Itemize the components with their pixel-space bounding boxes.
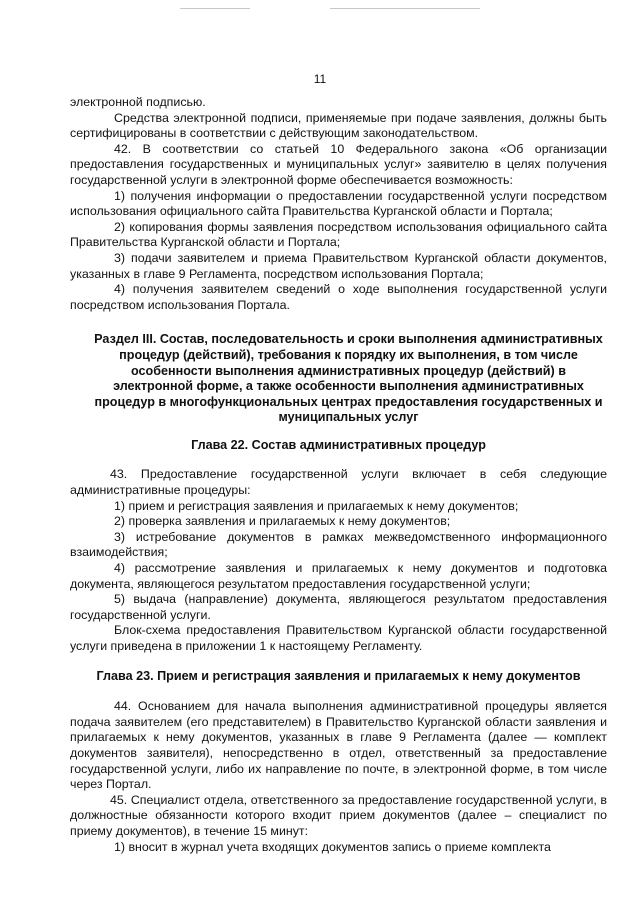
paragraph: Средства электронной подписи, применяемые при подаче заявления, должны быть сертифицированы в соответствии с действующим законодательством. (70, 110, 607, 141)
list-item: 4) рассмотрение заявления и прилагаемых к нему документов и подготовка документа, являющегося результатом предоставления государственной услуги; (70, 561, 607, 591)
section-heading: Раздел III. Состав, последовательность и сроки выполнения административных процедур (действий), требования к порядку их выполнения, в том числе особенности выполнения административных процедур (действий) в электронной форме, а также особенности выполнения административных процедур в многофункциональных центрах предоставления государственных и муниципальных услуг (94, 332, 603, 425)
list-item: 2) копирования формы заявления посредством использования официального сайта Правительства Курганской области и Портала; (70, 219, 607, 250)
chapter-heading: Глава 22. Состав административных процедур (191, 437, 486, 452)
list-item: 1) получения информации о предоставлении государственной услуги посредством использования официального сайта Правительства Курганской области и Портала; (70, 188, 607, 219)
list-item: 1) вносит в журнал учета входящих документов запись о приеме комплекта (114, 839, 551, 854)
list-item: 3) истребование документов в рамках межведомственного информационного взаимодействия; (70, 529, 607, 560)
list-item: 3) подачи заявителем и приема Правительством Курганской области документов, указанных в главе 9 Регламента, посредством использования Портала; (70, 250, 607, 281)
chapter-heading: Глава 23. Прием и регистрация заявления и прилагаемых к нему документов (96, 668, 581, 683)
paragraph: 45. Специалист отдела, ответственного за предоставление государственной услуги, в должностные обязанности которого входит прием документов (далее – специалист по приему документов), в течение 15 минут: (70, 792, 607, 838)
paragraph: 43. Предоставление государственной услуги включает в себя следующие административные процедуры: (70, 467, 607, 498)
list-item: 2) проверка заявления и прилагаемых к нему документов; (114, 514, 451, 529)
paragraph: Блок-схема предоставления Правительством Курганской области государственной услуги приведена в приложении 1 к настоящему Регламенту. (70, 623, 607, 653)
document-body (70, 95, 607, 855)
page-number: 11 (313, 72, 327, 86)
list-item: 1) прием и регистрация заявления и прилагаемых к нему документов; (114, 498, 519, 513)
scan-artifact-line (180, 8, 250, 9)
list-item: 5) выдача (направление) документа, являющегося результатом предоставления государственной услуги. (70, 592, 607, 622)
paragraph: 44. Основанием для начала выполнения административной процедуры является подача заявителем (его представителем) в Правительство Курганской области заявления и прилагаемых к нему документов, указанных в главе 9 Регламента (далее — комплект документов заявителя), непосредственно в отдел, ответственный за предоставление государственной услуги, либо их направление по почте, в электронной форме, в том числе через Портал. (70, 699, 607, 792)
scan-artifact-line (330, 8, 480, 9)
paragraph: электронной подписью. (70, 95, 206, 109)
paragraph: 42. В соответствии со статьей 10 Федерального закона «Об организации предоставления государственных и муниципальных услуг» заявителю в целях получения государственной услуги в электронной форме обеспечивается возможность: (70, 141, 607, 187)
list-item: 4) получения заявителем сведений о ходе выполнения государственной услуги посредством использования Портала. (70, 282, 607, 312)
